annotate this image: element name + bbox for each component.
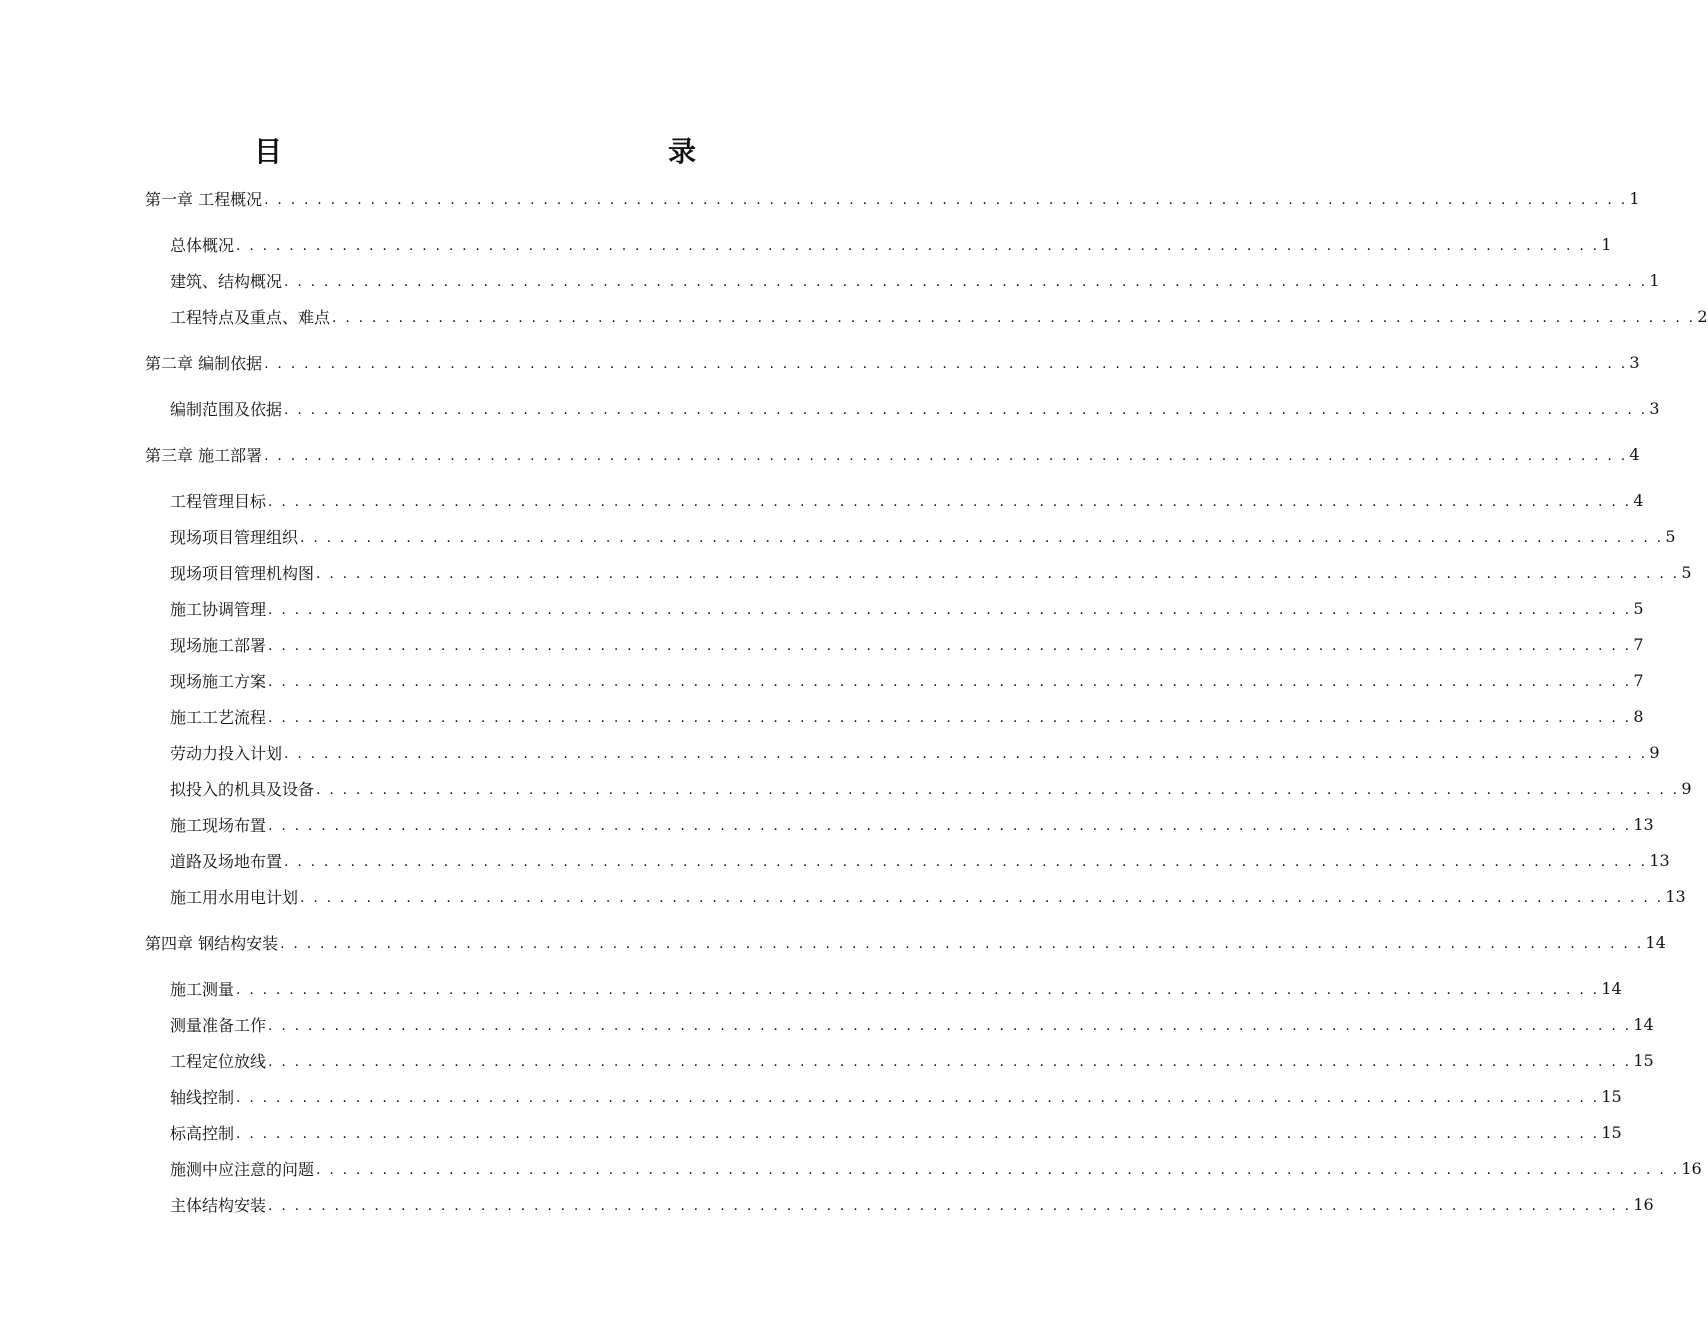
toc-section[interactable] <box>0 1078 1622 1114</box>
toc-page-number: 16 <box>1681 1158 1702 1178</box>
toc-leader: . . . . . . . . . . . . . . . . . . . . . . . . . . . . . . . . . . . . . . . . . . . . . . . . . . . . . . . . . . . . . . . . . . . . . . . . . . . . . . . . . . . . . . . . . . . . . . . . . . . . . . . <box>316 1162 1680 1178</box>
toc-leader: . . . . . . . . . . . . . . . . . . . . . . . . . . . . . . . . . . . . . . . . . . . . . . . . . . . . . . . . . . . . . . . . . . . . . . . . . . . . . . . . . . . . . . . . . . . . . . . . . . . . . . . <box>284 274 1648 290</box>
toc-page-number: 15 <box>1601 1086 1622 1106</box>
toc-label: 主体结构安装 <box>170 1195 267 1215</box>
toc-chapter[interactable] <box>0 436 1640 472</box>
toc-leader: . . . . . . . . . . . . . . . . . . . . . . . . . . . . . . . . . . . . . . . . . . . . . . . . . . . . . . . . . . . . . . . . . . . . . . . . . . . . . . . . . . . . . . . . . . . . . . . . . . . . . . . <box>264 448 1628 464</box>
toc-section[interactable] <box>0 1114 1622 1150</box>
toc-section[interactable] <box>0 698 1644 734</box>
toc-label: 施工用水用电计划 <box>170 887 299 907</box>
toc-label: 现场项目管理机构图 <box>170 563 315 583</box>
toc-page-number: 1 <box>1649 270 1660 290</box>
toc-section[interactable] <box>0 626 1644 662</box>
toc-page-number: 5 <box>1633 598 1644 618</box>
toc-label: 现场施工部署 <box>170 635 267 655</box>
toc-section[interactable] <box>0 1042 1654 1078</box>
toc-label: 拟投入的机具及设备 <box>170 779 315 799</box>
toc-page-number: 16 <box>1633 1194 1654 1214</box>
toc-section[interactable] <box>0 770 1692 806</box>
toc-leader: . . . . . . . . . . . . . . . . . . . . . . . . . . . . . . . . . . . . . . . . . . . . . . . . . . . . . . . . . . . . . . . . . . . . . . . . . . . . . . . . . . . . . . . . . . . . . . . . . . . . . . . <box>332 310 1696 326</box>
toc-page-number: 9 <box>1649 742 1660 762</box>
toc-page-number: 14 <box>1633 1014 1654 1034</box>
toc-label: 工程管理目标 <box>170 491 267 511</box>
toc-section[interactable] <box>0 878 1686 914</box>
toc-section[interactable] <box>0 970 1622 1006</box>
toc-page-number: 1 <box>1601 234 1612 254</box>
toc-label: 第四章 钢结构安装 <box>145 933 279 953</box>
toc-label: 施工协调管理 <box>170 599 267 619</box>
toc-leader: . . . . . . . . . . . . . . . . . . . . . . . . . . . . . . . . . . . . . . . . . . . . . . . . . . . . . . . . . . . . . . . . . . . . . . . . . . . . . . . . . . . . . . . . . . . . . . . . . . . . . . . <box>268 1198 1632 1214</box>
toc-page-number: 4 <box>1633 490 1644 510</box>
toc-label: 施测中应注意的问题 <box>170 1159 315 1179</box>
toc-leader: . . . . . . . . . . . . . . . . . . . . . . . . . . . . . . . . . . . . . . . . . . . . . . . . . . . . . . . . . . . . . . . . . . . . . . . . . . . . . . . . . . . . . . . . . . . . . . . . . . . . . . . <box>268 674 1632 690</box>
toc-page-number: 15 <box>1601 1122 1622 1142</box>
toc-leader: . . . . . . . . . . . . . . . . . . . . . . . . . . . . . . . . . . . . . . . . . . . . . . . . . . . . . . . . . . . . . . . . . . . . . . . . . . . . . . . . . . . . . . . . . . . . . . . . . . . . . . . <box>284 746 1648 762</box>
toc-label: 工程特点及重点、难点 <box>170 307 331 327</box>
toc-page-number: 3 <box>1629 352 1640 372</box>
toc-leader: . . . . . . . . . . . . . . . . . . . . . . . . . . . . . . . . . . . . . . . . . . . . . . . . . . . . . . . . . . . . . . . . . . . . . . . . . . . . . . . . . . . . . . . . . . . . . . . . . . . . . . . <box>300 530 1664 546</box>
toc-section[interactable] <box>0 1006 1654 1042</box>
toc-label: 劳动力投入计划 <box>170 743 283 763</box>
toc-section[interactable] <box>0 842 1670 878</box>
table-of-contents <box>0 180 1708 1222</box>
toc-leader: . . . . . . . . . . . . . . . . . . . . . . . . . . . . . . . . . . . . . . . . . . . . . . . . . . . . . . . . . . . . . . . . . . . . . . . . . . . . . . . . . . . . . . . . . . . . . . . . . . . . . . . <box>268 818 1632 834</box>
toc-leader: . . . . . . . . . . . . . . . . . . . . . . . . . . . . . . . . . . . . . . . . . . . . . . . . . . . . . . . . . . . . . . . . . . . . . . . . . . . . . . . . . . . . . . . . . . . . . . . . . . . . . . . <box>264 192 1628 208</box>
toc-section[interactable] <box>0 390 1660 426</box>
toc-section[interactable] <box>0 554 1692 590</box>
toc-leader: . . . . . . . . . . . . . . . . . . . . . . . . . . . . . . . . . . . . . . . . . . . . . . . . . . . . . . . . . . . . . . . . . . . . . . . . . . . . . . . . . . . . . . . . . . . . . . . . . . . . . . . <box>236 1090 1600 1106</box>
toc-leader: . . . . . . . . . . . . . . . . . . . . . . . . . . . . . . . . . . . . . . . . . . . . . . . . . . . . . . . . . . . . . . . . . . . . . . . . . . . . . . . . . . . . . . . . . . . . . . . . . . . . . . . <box>268 1054 1632 1070</box>
toc-page-number: 3 <box>1649 398 1660 418</box>
toc-label: 标高控制 <box>170 1123 235 1143</box>
toc-page-number: 9 <box>1681 778 1692 798</box>
toc-leader: . . . . . . . . . . . . . . . . . . . . . . . . . . . . . . . . . . . . . . . . . . . . . . . . . . . . . . . . . . . . . . . . . . . . . . . . . . . . . . . . . . . . . . . . . . . . . . . . . . . . . . . <box>300 890 1664 906</box>
toc-leader: . . . . . . . . . . . . . . . . . . . . . . . . . . . . . . . . . . . . . . . . . . . . . . . . . . . . . . . . . . . . . . . . . . . . . . . . . . . . . . . . . . . . . . . . . . . . . . . . . . . . . . . <box>316 566 1680 582</box>
toc-page-number: 2 <box>1697 306 1708 326</box>
toc-label: 总体概况 <box>170 235 235 255</box>
toc-leader: . . . . . . . . . . . . . . . . . . . . . . . . . . . . . . . . . . . . . . . . . . . . . . . . . . . . . . . . . . . . . . . . . . . . . . . . . . . . . . . . . . . . . . . . . . . . . . . . . . . . . . . <box>316 782 1680 798</box>
toc-page-number: 5 <box>1665 526 1676 546</box>
toc-page-number: 5 <box>1681 562 1692 582</box>
toc-page-number: 14 <box>1601 978 1622 998</box>
toc-label: 建筑、结构概况 <box>170 271 283 291</box>
toc-label: 施工现场布置 <box>170 815 267 835</box>
toc-section[interactable] <box>0 662 1644 698</box>
toc-page-number: 15 <box>1633 1050 1654 1070</box>
toc-section[interactable] <box>0 734 1660 770</box>
toc-leader: . . . . . . . . . . . . . . . . . . . . . . . . . . . . . . . . . . . . . . . . . . . . . . . . . . . . . . . . . . . . . . . . . . . . . . . . . . . . . . . . . . . . . . . . . . . . . . . . . . . . . . . <box>268 494 1632 510</box>
toc-label: 测量准备工作 <box>170 1015 267 1035</box>
toc-leader: . . . . . . . . . . . . . . . . . . . . . . . . . . . . . . . . . . . . . . . . . . . . . . . . . . . . . . . . . . . . . . . . . . . . . . . . . . . . . . . . . . . . . . . . . . . . . . . . . . . . . . . <box>284 854 1648 870</box>
toc-label: 第一章 工程概况 <box>145 189 263 209</box>
toc-page-number: 14 <box>1645 932 1666 952</box>
toc-label: 现场项目管理组织 <box>170 527 299 547</box>
toc-section[interactable] <box>0 806 1654 842</box>
toc-section[interactable] <box>0 262 1660 298</box>
toc-section[interactable] <box>0 482 1644 518</box>
toc-label: 编制范围及依据 <box>170 399 283 419</box>
toc-page-number: 13 <box>1633 814 1654 834</box>
toc-leader: . . . . . . . . . . . . . . . . . . . . . . . . . . . . . . . . . . . . . . . . . . . . . . . . . . . . . . . . . . . . . . . . . . . . . . . . . . . . . . . . . . . . . . . . . . . . . . . . . . . . . . . <box>268 710 1632 726</box>
toc-chapter[interactable] <box>0 180 1640 216</box>
toc-label: 施工测量 <box>170 979 235 999</box>
toc-page-number: 4 <box>1629 444 1640 464</box>
toc-leader: . . . . . . . . . . . . . . . . . . . . . . . . . . . . . . . . . . . . . . . . . . . . . . . . . . . . . . . . . . . . . . . . . . . . . . . . . . . . . . . . . . . . . . . . . . . . . . . . . . . . . . . <box>236 982 1600 998</box>
toc-leader: . . . . . . . . . . . . . . . . . . . . . . . . . . . . . . . . . . . . . . . . . . . . . . . . . . . . . . . . . . . . . . . . . . . . . . . . . . . . . . . . . . . . . . . . . . . . . . . . . . . . . . . <box>264 356 1628 372</box>
toc-page-number: 7 <box>1633 634 1644 654</box>
toc-leader: . . . . . . . . . . . . . . . . . . . . . . . . . . . . . . . . . . . . . . . . . . . . . . . . . . . . . . . . . . . . . . . . . . . . . . . . . . . . . . . . . . . . . . . . . . . . . . . . . . . . . . . <box>236 1126 1600 1142</box>
toc-leader: . . . . . . . . . . . . . . . . . . . . . . . . . . . . . . . . . . . . . . . . . . . . . . . . . . . . . . . . . . . . . . . . . . . . . . . . . . . . . . . . . . . . . . . . . . . . . . . . . . . . . . . <box>280 936 1644 952</box>
toc-section[interactable] <box>0 298 1708 334</box>
toc-label: 第二章 编制依据 <box>145 353 263 373</box>
toc-page-number: 13 <box>1649 850 1670 870</box>
toc-label: 轴线控制 <box>170 1087 235 1107</box>
toc-label: 现场施工方案 <box>170 671 267 691</box>
toc-label: 第三章 施工部署 <box>145 445 263 465</box>
toc-leader: . . . . . . . . . . . . . . . . . . . . . . . . . . . . . . . . . . . . . . . . . . . . . . . . . . . . . . . . . . . . . . . . . . . . . . . . . . . . . . . . . . . . . . . . . . . . . . . . . . . . . . . <box>284 402 1648 418</box>
toc-leader: . . . . . . . . . . . . . . . . . . . . . . . . . . . . . . . . . . . . . . . . . . . . . . . . . . . . . . . . . . . . . . . . . . . . . . . . . . . . . . . . . . . . . . . . . . . . . . . . . . . . . . . <box>268 602 1632 618</box>
toc-section[interactable] <box>0 518 1676 554</box>
toc-page-number: 1 <box>1629 188 1640 208</box>
toc-label: 工程定位放线 <box>170 1051 267 1071</box>
toc-label: 道路及场地布置 <box>170 851 283 871</box>
toc-leader: . . . . . . . . . . . . . . . . . . . . . . . . . . . . . . . . . . . . . . . . . . . . . . . . . . . . . . . . . . . . . . . . . . . . . . . . . . . . . . . . . . . . . . . . . . . . . . . . . . . . . . . <box>236 238 1600 254</box>
toc-section[interactable] <box>0 1150 1702 1186</box>
page-title: 目 录 <box>253 135 806 168</box>
toc-page-number: 7 <box>1633 670 1644 690</box>
toc-section[interactable] <box>0 1186 1654 1222</box>
toc-page-number: 8 <box>1633 706 1644 726</box>
toc-leader: . . . . . . . . . . . . . . . . . . . . . . . . . . . . . . . . . . . . . . . . . . . . . . . . . . . . . . . . . . . . . . . . . . . . . . . . . . . . . . . . . . . . . . . . . . . . . . . . . . . . . . . <box>268 1018 1632 1034</box>
toc-leader: . . . . . . . . . . . . . . . . . . . . . . . . . . . . . . . . . . . . . . . . . . . . . . . . . . . . . . . . . . . . . . . . . . . . . . . . . . . . . . . . . . . . . . . . . . . . . . . . . . . . . . . <box>268 638 1632 654</box>
toc-label: 施工工艺流程 <box>170 707 267 727</box>
toc-chapter[interactable] <box>0 344 1640 380</box>
toc-section[interactable] <box>0 590 1644 626</box>
toc-section[interactable] <box>0 226 1612 262</box>
toc-chapter[interactable] <box>0 924 1666 960</box>
toc-page-number: 13 <box>1665 886 1686 906</box>
